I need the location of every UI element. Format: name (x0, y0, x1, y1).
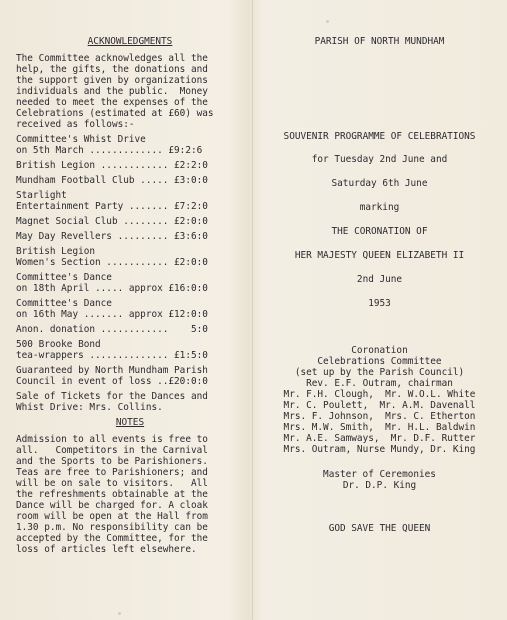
donation-line: Women's Section ........... £2:0:0 (16, 257, 208, 268)
marking-text: marking (359, 202, 400, 213)
committee-line: Mr. F.H. Clough, Mr. W.O.L. White (283, 389, 476, 400)
donation-line: Sale of Tickets for the Dances and (16, 391, 208, 402)
donation-line: Whist Drive: Mrs. Collins. (16, 402, 163, 413)
queen-title: HER MAJESTY QUEEN ELIZABETH II (294, 250, 465, 261)
donation-line: Committee's Whist Drive (16, 134, 146, 145)
donation-item (16, 272, 244, 294)
donation-line: Committee's Dance (16, 298, 112, 309)
donation-line: May Day Revellers ......... £3:6:0 (16, 231, 208, 242)
committee-line: Coronation (351, 345, 408, 356)
donation-item (16, 365, 244, 387)
donation-line: Entertainment Party ....... £7:2:0 (16, 201, 208, 212)
intro-line: help, the gifts, the donations and (16, 64, 208, 75)
committee-line: Mrs. Outram, Nurse Mundy, Dr. King (283, 444, 476, 455)
master-line: Dr. D.P. King (342, 480, 417, 491)
donation-line: British Legion (16, 246, 96, 257)
donation-list (16, 134, 244, 413)
notes-line: room will be open at the Hall from (16, 511, 208, 522)
committee-line: (set up by the Parish Council) (294, 367, 465, 378)
left-column (16, 36, 244, 555)
committee-line: Mrs. M.W. Smith, Mr. H.L. Baldwin (283, 422, 476, 433)
notes-line: will be on sale to visitors. All (16, 478, 208, 489)
committee-line: Celebrations Committee (317, 356, 442, 367)
donation-line: Council in event of loss ..£20:0:0 (16, 376, 208, 387)
intro-line: needed to meet the expenses of the (16, 97, 208, 108)
donation-line: on 16th May ....... approx £12:0:0 (16, 309, 208, 320)
intro-line: individuals and the public. Money (16, 86, 208, 97)
intro-line: Celebrations (estimated at £60) was (16, 108, 214, 119)
intro-line: received as follows:- (16, 119, 135, 130)
donation-item (16, 246, 244, 268)
donation-item (16, 160, 244, 171)
donation-item (16, 231, 244, 242)
master-line: Master of Ceremonies (323, 469, 436, 480)
intro-line: the support given by organizations (16, 75, 208, 86)
notes-line: the refreshments obtainable at the (16, 489, 208, 500)
donation-line: on 18th April ..... approx £16:0:0 (16, 283, 208, 294)
donation-item (16, 134, 244, 156)
right-column (262, 36, 497, 534)
donation-item (16, 175, 244, 186)
date-line: for Tuesday 2nd June and (311, 154, 448, 165)
donation-line: Starlight (16, 190, 67, 201)
parish-title: PARISH OF NORTH MUNDHAM (314, 36, 445, 47)
donation-item (16, 298, 244, 320)
master-of-ceremonies (262, 469, 497, 491)
donation-line: Guaranteed by North Mundham Parish (16, 365, 208, 376)
committee-line: Rev. E.F. Outram, chairman (306, 378, 453, 389)
donation-item (16, 324, 244, 335)
donation-item (16, 190, 244, 212)
committee-line: Mr. C. Poulett, Mr. A.M. Davenall (283, 400, 476, 411)
notes-line: accepted by the Committee, for the (16, 533, 208, 544)
notes-line: Admission to all events is free to (16, 434, 208, 445)
coronation-year: 1953 (368, 298, 391, 309)
souvenir-title: SOUVENIR PROGRAMME OF CELEBRATIONS (283, 131, 476, 142)
donation-item (16, 391, 244, 413)
page-fold (252, 0, 253, 620)
donation-line: Anon. donation ............ 5:0 (16, 324, 208, 335)
notes-line: Dance will be charged for. A cloak (16, 500, 208, 511)
committee-line: Mrs. F. Johnson, Mrs. C. Etherton (283, 411, 476, 422)
date-line: Saturday 6th June (331, 178, 428, 189)
coronation-date: 2nd June (356, 274, 403, 285)
notes-line: all. Competitors in the Carnival (16, 445, 208, 456)
donation-line: on 5th March ............. £9:2:6 (16, 145, 203, 156)
coronation-title: THE CORONATION OF (331, 226, 428, 237)
intro-line: The Committee acknowledges all the (16, 53, 208, 64)
acknowledgments-heading: ACKNOWLEDGMENTS (87, 36, 173, 47)
notes-heading: NOTES (115, 417, 145, 428)
committee-line: Mr. A.E. Samways, Mr. D.F. Rutter (283, 433, 476, 444)
paper-speck (118, 612, 121, 615)
notes-line: 1.30 p.m. No responsibility can be (16, 522, 208, 533)
donation-line: Magnet Social Club ........ £2:0:0 (16, 216, 208, 227)
anthem-text: GOD SAVE THE QUEEN (328, 523, 431, 534)
acknowledgments-intro (16, 53, 244, 130)
notes-line: and the Sports to be Parishioners. (16, 456, 208, 467)
donation-line: Mundham Football Club ..... £3:0:0 (16, 175, 208, 186)
donation-line: British Legion ............ £2:2:0 (16, 160, 208, 171)
notes-body (16, 434, 244, 555)
donation-item (16, 339, 244, 361)
notes-line: Teas are free to Parishioners; and (16, 467, 208, 478)
paper-speck (326, 20, 329, 23)
donation-item (16, 216, 244, 227)
notes-line: loss of articles left elsewhere. (16, 544, 197, 555)
committee-list (262, 345, 497, 455)
donation-line: Committee's Dance (16, 272, 112, 283)
donation-line: 500 Brooke Bond (16, 339, 101, 350)
donation-line: tea-wrappers .............. £1:5:0 (16, 350, 208, 361)
